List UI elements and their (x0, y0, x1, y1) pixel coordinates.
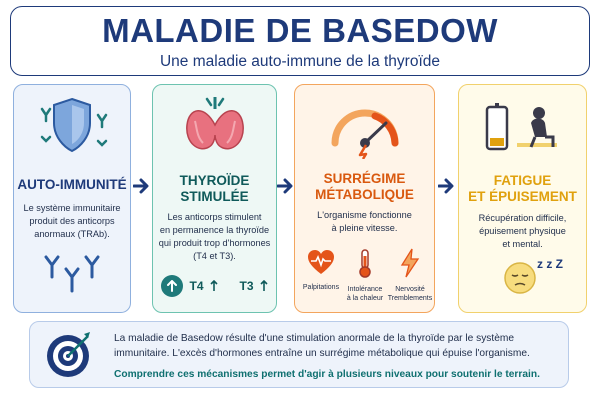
card-title: THYROÏDE (179, 173, 250, 188)
symptom-palpitations (298, 248, 344, 292)
card-text-line: Le système immunitaire (23, 203, 121, 213)
summary-emphasis: Comprendre ces mécanismes permet d'agir à plusieurs niveaux pour soutenir le terrain. (114, 369, 540, 380)
tired-person-icon (517, 107, 557, 147)
symptom-label-line2: à la chaleur (346, 295, 384, 302)
heart-icon (306, 248, 336, 276)
arrow-right-icon (133, 178, 151, 194)
up-arrow-icon (161, 275, 183, 297)
up-arrow-icon (210, 280, 218, 292)
card-title: SURRÉGIME (323, 171, 406, 186)
summary-line: immunitaire. L'excès d'hormones entraîne un surrégime métabolique qui épuise l'organisme. (114, 348, 530, 359)
card-text-line: (T4 et T3). (193, 251, 236, 261)
thyroid-icon (153, 95, 276, 157)
card-title-line2: MÉTABOLIQUE (315, 187, 414, 202)
card-text-line: Les anticorps stimulent (167, 212, 262, 222)
t3-label: T3 (239, 279, 254, 293)
card-title-line2: ET ÉPUISEMENT (468, 189, 577, 204)
card-text-line: produit des anticorps (29, 216, 115, 226)
sleepy-face-icon (503, 261, 537, 295)
shield-icon (14, 95, 130, 155)
card-text-line: à pleine vitesse. (331, 223, 398, 233)
thermometer-icon (355, 248, 375, 278)
summary-box (29, 321, 569, 388)
card-title-line2: STIMULÉE (180, 189, 249, 204)
up-arrow-icon (260, 280, 268, 292)
summary-line: La maladie de Basedow résulte d'une stimulation anormale de la thyroïde par le système (114, 333, 515, 344)
antibody-icon (14, 251, 130, 301)
card-text-line: L'organisme fonctionne (317, 210, 412, 220)
symptom-label: Intolérance (347, 286, 383, 293)
symptom-heat (342, 248, 388, 303)
lightning-icon (399, 248, 421, 278)
card-text-line: en permanence la thyroïde (159, 225, 270, 235)
card-text-line: Récupération difficile, (478, 213, 567, 223)
target-icon (44, 330, 94, 380)
card-thyroid (152, 84, 277, 313)
card-fatigue (458, 84, 587, 313)
card-text-line: épuisement physique (479, 226, 566, 236)
card-title: FATIGUE (493, 173, 552, 188)
card-auto-immunity (13, 84, 131, 313)
card-text-line: anormaux (TRAb). (34, 229, 110, 239)
symptom-nervousness (387, 248, 433, 303)
card-title: AUTO-IMMUNITÉ (17, 177, 127, 192)
symptom-label: Palpitations (302, 284, 340, 291)
page-title: MALADIE DE BASEDOW (102, 12, 498, 49)
arrow-right-icon (438, 178, 456, 194)
zzz-label: z z Z (537, 257, 563, 271)
header (10, 6, 590, 76)
t4-label: T4 (189, 279, 204, 293)
symptom-label: Nervosité (395, 286, 425, 293)
card-text-line: et mental. (502, 239, 543, 249)
symptom-label-line2: Tremblements (387, 295, 433, 302)
arrow-right-icon (277, 178, 295, 194)
gauge-icon (295, 93, 434, 159)
battery-low-icon (459, 97, 586, 157)
page-subtitle: Une maladie auto-immune de la thyroïde (159, 53, 440, 70)
card-text-line: qui produit trop d'hormones (158, 238, 271, 248)
